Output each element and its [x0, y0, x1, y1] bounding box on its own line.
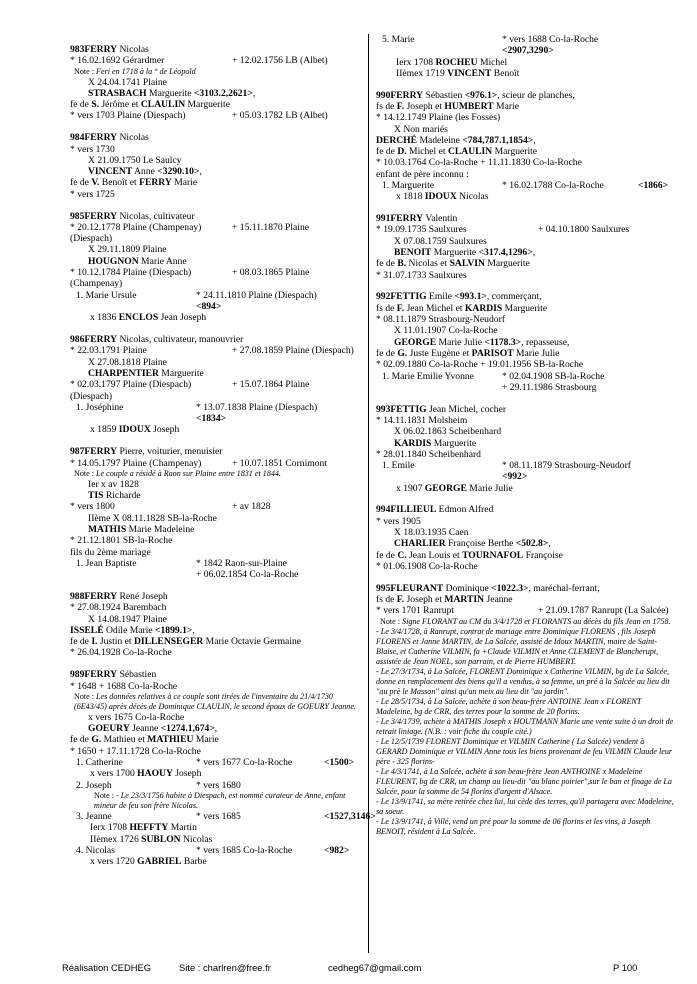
line-text: * 24.11.1810 Plaine (Diespach)	[196, 289, 317, 301]
entry-line	[376, 124, 676, 135]
entry-heading	[70, 446, 362, 457]
entry-heading	[376, 213, 676, 224]
entry-line	[70, 746, 362, 757]
entry-line	[376, 359, 676, 370]
entry-line	[70, 413, 362, 424]
entry-line	[376, 594, 676, 605]
line-text: x vers 1720 GABRIEL Barbe	[90, 856, 207, 868]
line-text: 1. Emile	[382, 460, 415, 472]
entry-line	[70, 647, 362, 658]
entry-line	[376, 348, 676, 359]
line-text: * 10.03.1764 Co-la-Roche + 11.11.1830 Co-la-Roche	[376, 157, 582, 169]
line-text: 1. Jean Baptiste	[76, 557, 137, 569]
line-text: MATHIS Marie Madeleine	[88, 523, 195, 535]
line-text: 992FETTIG Emile <993.1>, commerçant,	[376, 291, 542, 303]
line-text: * 02.04.1908 SB-la-Roche	[502, 370, 605, 382]
line-text: * 14.12.1749 Plaine (les Fosses)	[376, 112, 501, 124]
line-text: * 28.01.1840 Scheibenhard	[376, 448, 481, 460]
line-text: * 01.06.1908 Co-la-Roche	[376, 560, 478, 572]
entry-line	[70, 312, 362, 323]
line-text: * vers 1730	[70, 143, 115, 155]
line-text: CHARLIER Françoise Berthe <502.8>,	[394, 538, 551, 550]
entry-line	[376, 471, 676, 482]
line-text: x 1818 IDOUX Nicolas	[396, 191, 489, 203]
line-text: KARDIS Marguerite	[394, 437, 477, 449]
note-paragraph: - Le 3/4/1739, achète à MATHIS Joseph x HOUTMANN Marie une vente suite à un droit de retrait liniage. (N.B. : voir fiche du couple cité.)	[376, 716, 674, 736]
entry-heading	[376, 583, 676, 594]
line-text: * vers 1685 Co-la-Roche	[196, 844, 293, 856]
genealogy-entry	[70, 669, 376, 868]
entry-line	[70, 155, 362, 166]
entry-line	[70, 368, 362, 379]
line-text: X 14.08.1947 Plaine	[88, 613, 167, 625]
entry-line	[376, 371, 676, 382]
line-text: + 08.03.1865 Plaine	[232, 267, 310, 279]
line-text: 984FERRY Nicolas	[70, 132, 149, 144]
entry-line	[376, 57, 676, 68]
footer-site: Site : charlren@free.fr	[179, 962, 271, 973]
line-text: x 1859 IDOUX Joseph	[90, 424, 180, 436]
entry-line	[70, 569, 362, 580]
line-text: * 08.11.1879 Strasbourg-Neudorf	[502, 460, 631, 472]
footer-email: cedheg67@gmail.com	[328, 962, 422, 973]
line-text: * 21.12.1801 SB-la-Roche	[70, 535, 173, 547]
entry-line	[70, 810, 376, 822]
line-text: * 27.08.1924 Barembach	[70, 602, 167, 614]
entry-line	[70, 856, 362, 867]
line-text: 3. Jeanne	[76, 810, 112, 822]
note-paragraph: - Le 27/3/1734, à La Salcée, FLORENT Dominique x Catherine VILMIN, bg de La Salcée, donne en remplacement des biens qu'il a vendus, à sa femme, un pré à la Salcée au lieu dit "au prè le Masson" ainsi qu'un meix au lieu dit "au jardin".	[376, 666, 670, 696]
line-text: fe de S. Jérôme et CLAULIN Marguerite	[70, 99, 230, 111]
line-text: 1. Marguerite	[382, 180, 435, 192]
entry-line	[376, 561, 676, 572]
genealogy-entry	[70, 132, 362, 200]
page-footer	[62, 962, 662, 976]
entry-line	[376, 550, 676, 561]
line-text: fe de I. Justin et DILLENSEGER Marie Octavie Germaine	[70, 636, 302, 648]
line-text: x vers 1675 Co-la-Roche	[88, 711, 185, 723]
entry-line	[376, 112, 676, 123]
entry-line	[70, 357, 362, 368]
line-text: Ierx 1708 ROCHEU Michel	[396, 56, 508, 68]
entry-line	[376, 270, 676, 281]
entry-line	[70, 479, 362, 490]
entry-heading	[70, 211, 362, 222]
line-text: fe de G. Juste Eugène et PARISOT Marie Julie	[376, 347, 560, 359]
entry-note: Note : Feri en 1718 à la ° de Léopold	[74, 66, 196, 76]
line-text: X 07.08.1759 Saulxures	[394, 235, 487, 247]
entry-line	[70, 99, 362, 110]
line-text: * 02.09.1880 Co-la-Roche + 19.01.1956 SB-la-Roche	[376, 359, 584, 371]
line-text: 994FILLIEUL Edmon Alfred	[376, 504, 494, 516]
line-text: * 26.04.1928 Co-la-Roche	[70, 647, 172, 659]
line-text: Ier x av 1828	[88, 478, 139, 490]
line-text: X 29.11.1809 Plaine	[88, 244, 167, 256]
line-text: * 20.12.1778 Plaine (Champenay)	[70, 221, 202, 233]
entry-line	[70, 501, 362, 512]
line-text: <1527,3146>	[324, 810, 376, 822]
line-text: fs de F. Joseph et HUMBERT Marie	[376, 100, 519, 112]
entry-line	[70, 55, 362, 66]
entry-line	[70, 780, 362, 791]
line-text: STRASBACH Marguerite <3103.2,2621>,	[88, 87, 256, 99]
entry-line	[70, 768, 362, 779]
line-text: * vers 1905	[376, 515, 421, 527]
line-text: 1. Marie Emilie Yvonne	[382, 370, 474, 382]
entry-line	[376, 101, 676, 112]
line-text: 986FERRY Nicolas, cultivateur, manouvrier	[70, 334, 244, 346]
line-text: fe de D. Michel et CLAULIN Marguerite	[376, 146, 538, 158]
entry-line	[376, 45, 676, 56]
entry-line	[376, 483, 676, 494]
entry-line	[70, 233, 362, 244]
line-text: <1834>	[196, 413, 227, 425]
line-text: x vers 1700 HAOUY Joseph	[90, 768, 202, 780]
line-text: + 21.09.1787 Ranrupt (La Salcée)	[538, 605, 669, 617]
line-text: + 04.10.1800 Saulxures	[538, 224, 630, 236]
line-text: 993FETTIG Jean Michel, cocher	[376, 403, 507, 415]
line-text: * 1648 + 1688 Co-la-Roche	[70, 680, 178, 692]
entry-line	[376, 135, 676, 146]
entry-line	[70, 189, 362, 200]
page-number: P 100	[613, 962, 638, 973]
entry-line	[376, 180, 676, 191]
line-text: X 27.08.1818 Plaine	[88, 356, 167, 368]
line-text: 1. Catherine	[76, 757, 123, 769]
entry-heading	[376, 34, 676, 45]
line-text: fs de F. Joseph et MARTIN Jeanne	[376, 594, 513, 606]
entry-line	[70, 845, 362, 856]
entry-line	[70, 379, 362, 390]
line-text: 990FERRY Sébastien <976.1>, scieur de planches,	[376, 89, 575, 101]
line-text: * vers 1701 Ranrupt	[376, 605, 455, 617]
entry-line	[70, 822, 362, 833]
entry-line	[70, 535, 362, 546]
entry-line	[70, 723, 362, 734]
left-column	[70, 44, 376, 878]
line-text: X 21.09.1750 Le Saulcy	[88, 154, 182, 166]
line-text: X Non mariés	[394, 123, 448, 135]
genealogy-entry	[376, 90, 676, 203]
entry-line	[70, 424, 362, 435]
genealogy-entry	[70, 211, 362, 324]
entry-line	[376, 426, 676, 437]
line-text: 1. Marie Ursule	[76, 289, 137, 301]
right-column	[376, 34, 676, 847]
line-text: CHARPENTIER Marguerite	[88, 367, 204, 379]
line-text: <2907,3290>	[502, 45, 554, 57]
line-text: * vers 1677 Co-la-Roche	[196, 757, 293, 769]
line-text: 987FERRY Pierre, voiturier, menuisier	[70, 446, 223, 458]
line-text: + 10.07.1851 Cornimont	[232, 457, 327, 469]
line-text: * 08.11.1879 Strasbourg-Neudorf	[376, 314, 505, 326]
entry-line	[376, 169, 676, 180]
entry-line	[70, 547, 362, 558]
entry-note: Note : - Le 23/3/1756 habite à Diespach, est nommé curateur de Anne, enfant mineur de feu son frère Nicolas.	[94, 790, 346, 810]
note-paragraph: - Le 4/3/1741, à La Salcée, achète à son beau-frère Jean ANTHOINE x Madeleine FLEURENT, bg de CRR, un champ au lieu-dit "au blanc poirier",sur le ban et finage de La Salcée, pour la somme de 54 florins d'argent d'Alsace.	[376, 766, 672, 796]
line-text: fe de C. Jean Louis et TOURNAFOL Françoise	[376, 549, 563, 561]
line-text: (Diespach)	[70, 390, 113, 402]
line-text: ISSELÉ Odile Marie <1899.1>,	[70, 624, 195, 636]
line-text: * 16.02.1788 Co-la-Roche	[502, 180, 604, 192]
entry-line	[70, 458, 362, 469]
entry-line	[70, 166, 362, 177]
genealogy-entry	[70, 44, 362, 122]
entry-line	[376, 191, 676, 202]
note-paragraph: - Le 12/5/1739 FLORENT Dominique et VILMIN Catherine ( La Salcée) vendent à GERARD Dominique et VILMIN Anne tous les biens provenant de feu VILMIN Claude leur père - 325 florins-	[376, 736, 673, 766]
entry-line	[70, 614, 362, 625]
entry-line	[376, 236, 676, 247]
line-text: IIèmex 1719 VINCENT Benoît	[396, 67, 520, 79]
entry-line	[70, 524, 362, 535]
entry-line	[70, 256, 362, 267]
line-text: IIèmex 1726 SUBLON Nicolas	[90, 833, 213, 845]
entry-line	[70, 734, 362, 745]
line-text: (Champenay)	[70, 278, 123, 290]
genealogy-entry	[70, 591, 362, 659]
line-text: TIS Richarde	[88, 490, 141, 502]
line-text: * 16.02.1692 Gérardmer	[70, 55, 165, 67]
entry-line	[376, 337, 676, 348]
line-text: 991FERRY Valentin	[376, 213, 458, 225]
entry-note: Note : Le couple a résidé à Raon sur Plaine entre 1831 et 1844.	[74, 468, 281, 478]
line-text: DERCHÉ Madeleine <784,787.1,1854>,	[376, 134, 536, 146]
entry-line	[376, 605, 676, 616]
entry-line	[376, 527, 676, 538]
entry-line	[70, 345, 362, 356]
line-text: fe de V. Benoît et FERRY Marie	[70, 177, 198, 189]
line-text: X 06.02.1863 Scheibenhard	[394, 426, 502, 438]
line-text: <982>	[324, 844, 350, 856]
entry-line	[376, 460, 676, 471]
entry-heading	[70, 669, 362, 680]
line-text: 989FERRY Sébastien	[70, 669, 157, 681]
entry-line	[376, 314, 676, 325]
line-text: * 19.09.1735 Saulxures	[376, 224, 467, 236]
line-text: 995FLEURANT Dominique <1022.3>, maréchal-ferrant,	[376, 582, 600, 594]
entry-line	[70, 290, 362, 301]
line-text: 983FERRY Nicolas	[70, 44, 149, 55]
entry-heading	[376, 404, 676, 415]
entry-line	[70, 144, 362, 155]
entry-line	[70, 490, 362, 501]
entry-line	[70, 625, 362, 636]
line-text: * 1650 + 17.11.1728 Co-la-Roche	[70, 745, 201, 757]
entry-line	[376, 224, 676, 235]
entry-line	[70, 301, 362, 312]
line-text: Ierx 1708 HEFFTY Martin	[90, 822, 197, 834]
entry-line	[70, 88, 362, 99]
entry-line	[376, 516, 676, 527]
entry-line	[70, 636, 362, 647]
entry-line	[376, 247, 676, 258]
entry-heading	[376, 504, 676, 515]
note-paragraph: - Le 13/9/1741, à Villé, vend un pré pour la somme de 06 florins et les vins, à Joseph BENOIT, résident à La Salcée.	[376, 816, 651, 836]
line-text: x 1907 GEORGE Marie Julie	[396, 482, 513, 494]
note-paragraph: - Le 3/4/1728, à Ranrupt, contrat de mariage entre Dominique FLORENS , fils Joseph FLORENS et Janne MARTIN, de La Salcée, assisté de Idoux MARTIN, maire de Saint-Blaise, et Catherine VILMIN, fa +Claude VILMIN et Anne CLEMENT de Blancherupt, assistée de Jean NOEL, son parrain, et de Pierre HUMBERT.	[376, 626, 659, 666]
entry-line	[376, 68, 676, 79]
entry-line	[70, 681, 362, 692]
entry-line	[376, 438, 676, 449]
entry-line	[70, 602, 362, 613]
line-text: * vers 1725	[70, 188, 115, 200]
line-text: * vers 1688 Co-la-Roche	[502, 34, 599, 45]
line-text: GOEURY Jeanne <1274.1,674>,	[88, 723, 218, 735]
line-text: VINCENT Anne <3290.10>,	[88, 166, 202, 178]
entry-line	[70, 712, 362, 723]
line-text: + 15.07.1864 Plaine	[232, 379, 310, 391]
line-text: enfant de père inconnu :	[376, 168, 469, 180]
line-text: fils du 2ème mariage	[70, 546, 151, 558]
line-text: <1866>	[638, 180, 669, 192]
entry-line	[376, 415, 676, 426]
line-text: * 10.12.1784 Plaine (Diespach)	[70, 267, 192, 279]
line-text: <894>	[196, 300, 222, 312]
entry-line	[376, 449, 676, 460]
line-text: + 12.02.1756 LB (Albet)	[232, 55, 328, 67]
entry-line	[376, 146, 676, 157]
line-text: 4. Nicolas	[76, 844, 115, 856]
entry-heading	[70, 44, 362, 55]
line-text: <1500>	[324, 757, 355, 769]
entry-line	[70, 244, 362, 255]
entry-heading	[376, 291, 676, 302]
line-text: x 1836 ENCLOS Jean Joseph	[90, 312, 207, 324]
entry-line	[70, 558, 362, 569]
genealogy-entry	[70, 446, 362, 580]
line-text: X 11.01.1907 Co-la-Roche	[394, 325, 498, 337]
line-text: X 18.03.1935 Caen	[394, 527, 469, 539]
entry-line	[70, 222, 362, 233]
line-text: * 31.07.1733 Saulxures	[376, 269, 467, 281]
entry-heading	[70, 334, 362, 345]
entry-line	[70, 391, 362, 402]
line-text: * vers 1680	[196, 779, 241, 791]
line-text: IIème X 08.11.1828 SB-la-Roche	[88, 512, 217, 524]
line-text: 1. Joséphine	[76, 401, 124, 413]
entry-line	[70, 513, 362, 524]
line-text: + 06.02.1854 Co-la-Roche	[196, 569, 299, 581]
entry-line	[70, 77, 362, 88]
genealogy-entry	[376, 404, 676, 494]
entry-notes	[376, 627, 676, 837]
line-text: + 05.03.1782 LB (Albet)	[232, 110, 328, 122]
line-text: (Diespach)	[70, 233, 113, 245]
line-text: * 14.11.1831 Molsheim	[376, 414, 468, 426]
entry-line	[376, 325, 676, 336]
entry-line	[376, 157, 676, 168]
entry-heading	[70, 591, 362, 602]
line-text: fs de F. Jean Michel et KARDIS Marguerite	[376, 302, 548, 314]
line-text: GEORGE Marie Julie <1178.3>, repasseuse,	[394, 336, 570, 348]
genealogy-entry	[376, 583, 676, 837]
line-text: fe de B. Nicolas et SALVIN Marguerite	[376, 258, 530, 270]
line-text: * vers 1703 Plaine (Diespach)	[70, 110, 186, 122]
note-paragraph: - Le 13/9/1741, sa mère retirée chez lui, lui cède des terres, qu'il partagera avec Madeleine, sa soeur.	[376, 796, 674, 816]
line-text: * 14.05.1797 Plaine (Champenay)	[70, 457, 202, 469]
line-text: HOUGNON Marie Anne	[88, 255, 187, 267]
entry-heading	[70, 132, 362, 143]
entry-line	[70, 402, 362, 413]
entry-line	[376, 258, 676, 269]
line-text: X 24.04.1741 Plaine	[88, 76, 167, 88]
entry-line	[70, 177, 362, 188]
entry-line	[70, 278, 362, 289]
line-text: + 15.11.1870 Plaine	[232, 221, 310, 233]
line-text: + 29.11.1986 Strasbourg	[502, 381, 597, 393]
line-text: * 1842 Raon-sur-Plaine	[196, 557, 287, 569]
line-text: 985FERRY Nicolas, cultivateur	[70, 210, 195, 222]
genealogy-entry	[376, 213, 676, 281]
line-text: + 27.08.1859 Plaine (Diespach)	[232, 345, 354, 357]
entry-note: Note : Signe FLORANT au CM du 3/4/1728 et FLORANTS au décès du fils Jean en 1758.	[380, 616, 671, 626]
entry-line	[376, 538, 676, 549]
entry-line	[70, 834, 362, 845]
line-text: 988FERRY René Joseph	[70, 590, 168, 602]
line-text: * 13.07.1838 Plaine (Diespach)	[196, 401, 318, 413]
entry-line	[70, 757, 362, 768]
note-paragraph: - Le 28/5/1734, à La Salcée, achète à son beau-frère ANTOINE Jean x FLORENT Madeleine, bg de CRR, des terres pour la somme de 20 florins.	[376, 696, 642, 716]
line-text: <992>	[502, 471, 528, 483]
entry-line	[376, 303, 676, 314]
entry-line	[70, 110, 362, 121]
entry-line	[70, 267, 362, 278]
line-text: + av 1828	[232, 501, 271, 513]
entry-heading	[376, 90, 676, 101]
genealogy-entry	[376, 34, 676, 79]
line-text: BENOIT Marguerite <317.4,1296>,	[394, 247, 536, 259]
entry-line	[376, 382, 676, 393]
line-text: fe de G. Mathieu et MATHIEU Marie	[70, 734, 219, 746]
line-text: * vers 1685	[196, 810, 241, 822]
genealogy-entry	[376, 291, 676, 393]
entry-note: Note : Les données relatives à ce couple sont tirées de l'inventaire du 21/4/1730 (6E43/45) après décès de Dominique CLAULIN, le second époux de GOEURY Jeanne.	[74, 691, 356, 711]
line-text: 2. Joseph	[76, 779, 112, 791]
line-text: * 02.03.1797 Plaine (Diespach)	[70, 379, 192, 391]
line-text: * 22.03.1791 Plaine	[70, 345, 147, 357]
genealogy-entry	[376, 504, 676, 572]
line-text: * vers 1800	[70, 501, 115, 513]
genealogy-entry	[70, 334, 362, 436]
footer-credit: Réalisation CEDHEG	[62, 962, 152, 973]
line-text: 5. Marie	[382, 34, 415, 45]
